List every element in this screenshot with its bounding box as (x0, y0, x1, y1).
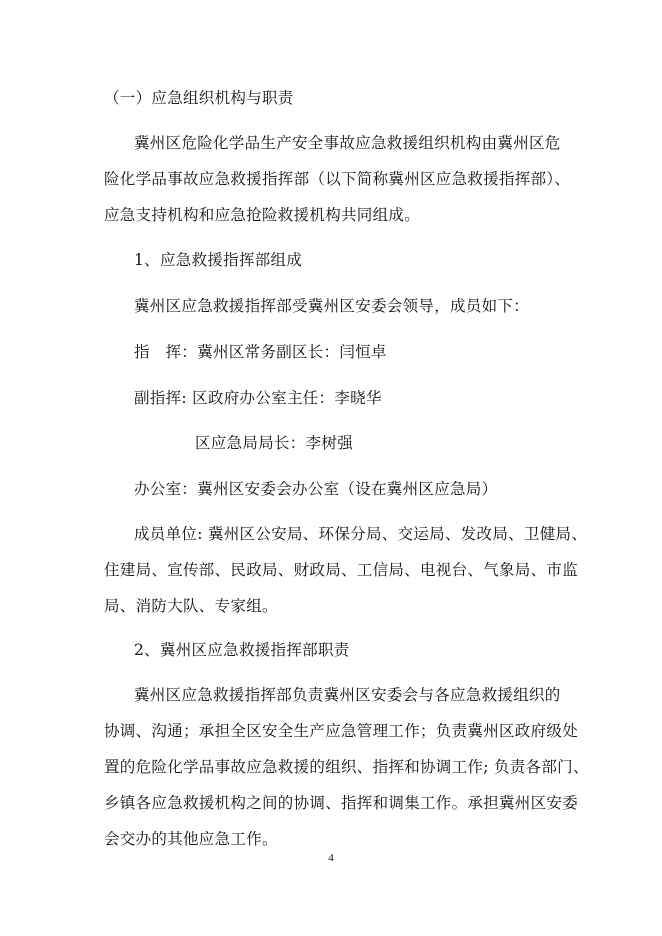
duty-line: 协调、沟通；承担全区安全生产应急管理工作；负责冀州区政府级处 (104, 722, 579, 740)
commander-line: 指 挥：冀州区常务副区长：闫恒卓 (134, 343, 387, 361)
deputy-line-1: 副指挥: 区政府办公室主任：李晓华 (134, 389, 382, 407)
members-line: 局、消防大队、专家组。 (104, 597, 278, 615)
members-line: 成员单位: 冀州区公安局、环保分局、交运局、发改局、卫健局、 (134, 525, 588, 543)
part1-heading: 1、应急救援指挥部组成 (134, 251, 303, 269)
members-line: 住建局、宣传部、民政局、财政局、工信局、电视台、气象局、市监 (104, 561, 579, 579)
part1-lead: 冀州区应急救援指挥部受冀州区安委会领导，成员如下： (134, 297, 530, 315)
duty-line: 冀州区应急救援指挥部负责冀州区安委会与各应急救援组织的 (134, 686, 561, 704)
section-heading: （一）应急组织机构与职责 (104, 89, 294, 107)
office-line: 办公室：冀州区安委会办公室（设在冀州区应急局） (134, 480, 498, 498)
intro-line: 应急支持机构和应急抢险救援机构共同组成。 (104, 206, 421, 224)
part2-heading: 2、冀州区应急救援指挥部职责 (134, 641, 350, 659)
intro-line: 险化学品事故应急救援指挥部（以下简称冀州区应急救援指挥部）、 (104, 170, 571, 188)
page-number: 4 (328, 852, 334, 864)
deputy-line-2: 区应急局局长：李树强 (195, 434, 354, 452)
duty-line: 乡镇各应急救援机构之间的协调、指挥和调集工作。承担冀州区安委 (104, 794, 579, 812)
duty-line: 会交办的其他应急工作。 (104, 830, 278, 848)
duty-line: 置的危险化学品事故应急救援的组织、指挥和协调工作; 负责各部门、 (104, 758, 589, 776)
intro-line: 冀州区危险化学品生产安全事故应急救援组织机构由冀州区危 (134, 134, 561, 152)
